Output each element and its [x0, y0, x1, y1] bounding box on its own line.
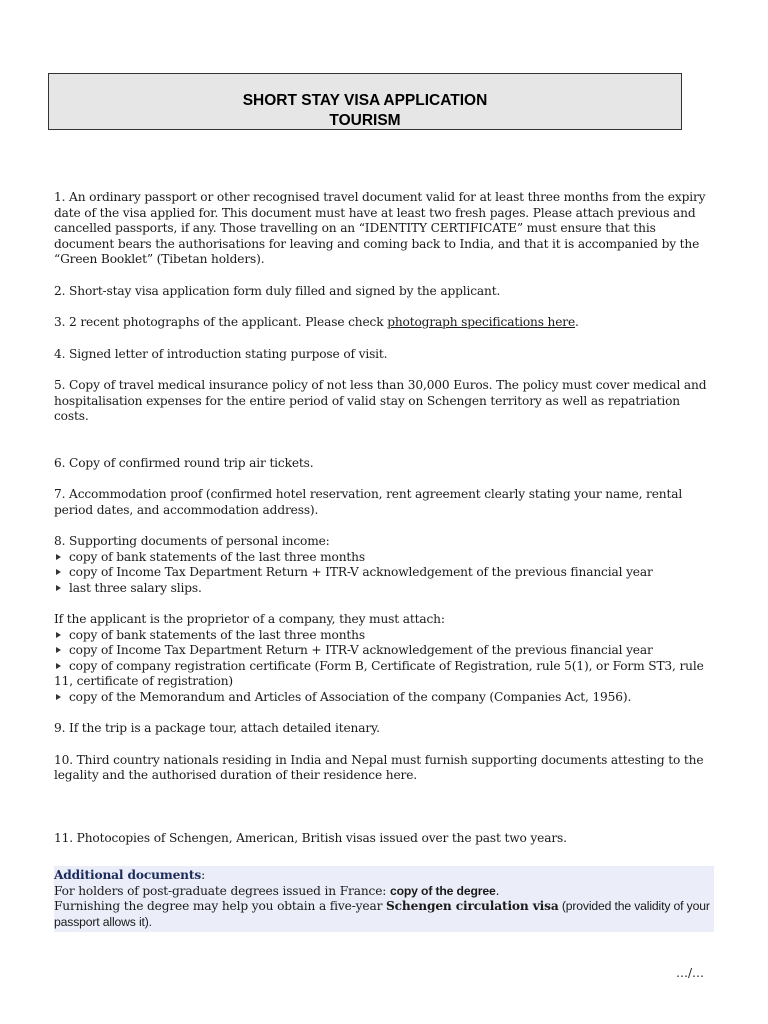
income-bullet-3: last three salary slips. [54, 581, 716, 597]
item-number: 11. [54, 830, 73, 845]
proprietor-intro: If the applicant is the proprietor of a company, they must attach: [54, 612, 445, 626]
item-number: 4. [54, 346, 66, 361]
proprietor-bullet-3: copy of company registration certificate (Form B, Certificate of Registration, rule 5(1), or Form ST3, rule 11, certificate of registration) [54, 658, 704, 688]
item-number: 8. [54, 534, 66, 548]
item-text: 2 recent photographs of the applicant. Please check [65, 315, 388, 329]
item-text: Photocopies of Schengen, American, British visas issued over the past two years. [72, 830, 567, 845]
triangle-bullet-icon [56, 647, 61, 653]
item-10 [54, 753, 716, 784]
item-number: 5. [54, 378, 66, 392]
item-number: 9. [54, 721, 66, 735]
item-9 [54, 721, 716, 737]
item-text: Copy of travel medical insurance policy of not less than 30,000 Euros. The policy must cover medical and hospitalisation expenses for the entire period of valid stay on Schengen territory as well as repatriation costs. [54, 378, 707, 423]
degree-copy-emphasis: copy of the degree [389, 883, 496, 898]
income-bullet-1: copy of bank statements of the last three months [54, 550, 716, 566]
item-text: Copy of confirmed round trip air tickets. [65, 455, 314, 470]
triangle-bullet-icon [56, 663, 61, 669]
triangle-bullet-icon [56, 694, 61, 700]
item-number: 2. [54, 283, 66, 298]
photograph-specifications-link[interactable]: photograph specifications here [387, 315, 576, 329]
item-number: 6. [54, 455, 66, 470]
item-6 [54, 456, 716, 472]
proprietor-bullet-1: copy of bank statements of the last three months [54, 628, 716, 644]
item-text: An ordinary passport or other recognised travel document valid for at least three months from the expiry date of the visa applied for. This document must have at least two fresh pages. Please attach previous and cancelled passports, if any. Those travelling on an “IDENTITY CERTIFICATE” must ensure that this document bears the authorisations for leaving and coming back to India, and that it is accompanied by the “Green Booklet” (Tibetan holders). [54, 190, 706, 266]
item-text: Supporting documents of personal income: [65, 534, 330, 548]
triangle-bullet-icon [56, 632, 61, 638]
item-2 [54, 284, 716, 300]
additional-documents-heading: Additional documents [54, 868, 202, 882]
item-1 [54, 190, 716, 268]
title-line-1: SHORT STAY VISA APPLICATION [242, 92, 488, 109]
item-8 [54, 534, 716, 596]
triangle-bullet-icon [56, 585, 61, 591]
item-number: 1. [54, 190, 66, 204]
item-text: Third country nationals residing in India and Nepal must furnish supporting documents attesting to the legality and the authorised duration of their residence here. [54, 752, 704, 782]
item-7 [54, 487, 716, 518]
schengen-visa-emphasis: Schengen circulation visa [386, 899, 559, 913]
item-11 [54, 831, 716, 847]
proprietor-bullet-4: copy of the Memorandum and Articles of Association of the company (Companies Act, 1956). [54, 690, 716, 706]
page-continuation-mark: …/… [676, 966, 705, 980]
item-number: 10. [54, 752, 73, 767]
requirements-list [54, 190, 716, 846]
item-text: Accommodation proof (confirmed hotel reservation, rent agreement clearly stating your name, rental period dates, and accommodation address). [54, 487, 683, 517]
document-title-box [48, 73, 682, 130]
heading-colon: : [201, 868, 206, 882]
title-line-2: TOURISM [329, 112, 401, 129]
item-text: If the trip is a package tour, attach detailed itenary. [65, 721, 380, 735]
proprietor-bullet-2: copy of Income Tax Department Return + ITR-V acknowledgement of the previous financial year [54, 643, 716, 659]
additional-line-2: Furnishing the degree may help you obtain a five-year Schengen circulation visa (provided the validity of your passport allows it). [54, 899, 710, 929]
item-text: Signed letter of introduction stating purpose of visit. [65, 346, 388, 361]
item-text: Short-stay visa application form duly filled and signed by the applicant. [65, 283, 501, 298]
additional-documents-box [54, 866, 714, 932]
triangle-bullet-icon [56, 554, 61, 560]
item-5 [54, 378, 716, 425]
item-number: 3. [54, 315, 66, 329]
item-number: 7. [54, 487, 66, 501]
item-text-end: . [575, 315, 579, 329]
proprietor-section [54, 612, 716, 705]
item-4 [54, 347, 716, 363]
item-3 [54, 315, 716, 331]
income-bullet-2: copy of Income Tax Department Return + ITR-V acknowledgement of the previous financial year [54, 565, 716, 581]
triangle-bullet-icon [56, 569, 61, 575]
additional-line-1: For holders of post-graduate degrees issued in France: copy of the degree. [54, 883, 500, 898]
